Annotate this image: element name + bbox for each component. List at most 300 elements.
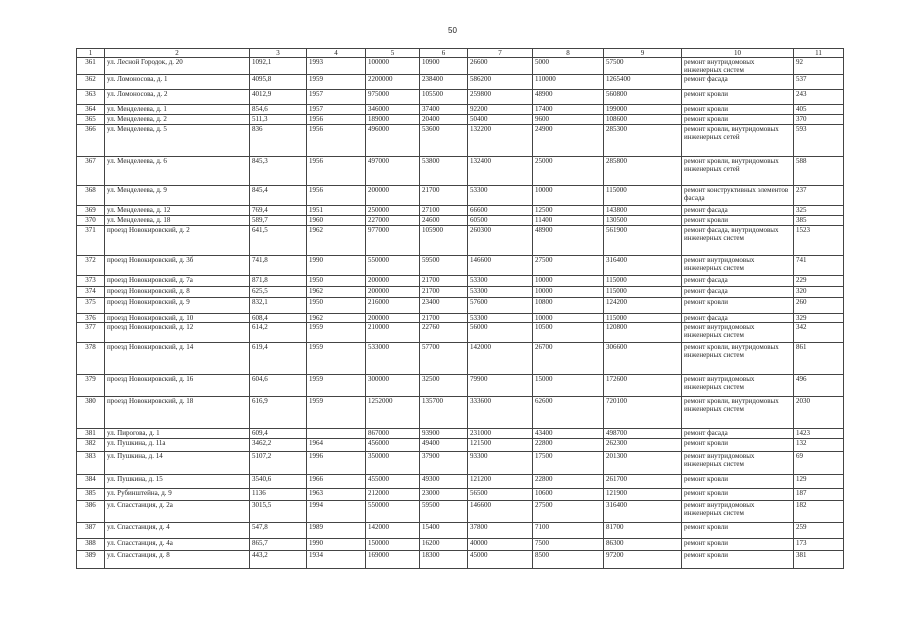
table-cell-col-5: 975000 [366, 90, 420, 105]
table-header-row [77, 49, 844, 58]
table-cell-col-10: ремонт кровли [682, 115, 794, 125]
table-cell-col-9: 115000 [604, 186, 682, 206]
table-cell-col-4: 1964 [307, 439, 366, 452]
table-cell-col-10: ремонт кровли [682, 523, 794, 539]
table-cell-col-3: 511,3 [250, 115, 307, 125]
table-cell-col-2: проезд Новокировский, д. 9 [105, 298, 250, 314]
table-cell-col-10: ремонт кровли, внутридомовых инженерных сетей [682, 125, 794, 157]
table-cell-col-5: 200000 [366, 186, 420, 206]
table-cell-col-11: 69 [794, 452, 844, 475]
table-cell-col-6: 93900 [420, 429, 468, 439]
table-cell-col-2: проезд Новокировский, д. 18 [105, 397, 250, 429]
table-row [77, 58, 844, 75]
table-cell-col-3: 741,8 [250, 256, 307, 276]
table-cell-col-9: 560800 [604, 90, 682, 105]
table-cell-col-2: ул. Менделеева, д. 18 [105, 216, 250, 226]
table-cell-col-5: 150000 [366, 539, 420, 551]
table-cell-col-3: 443,2 [250, 551, 307, 569]
table-cell-col-9: 120800 [604, 323, 682, 343]
table-cell-col-3: 845,4 [250, 186, 307, 206]
table-cell-col-5: 456000 [366, 439, 420, 452]
table-row [77, 397, 844, 429]
table-cell-col-7: 132400 [468, 157, 533, 186]
table-cell-col-2: ул. Менделеева, д. 5 [105, 125, 250, 157]
table-cell-col-5: 496000 [366, 125, 420, 157]
table-cell-col-6: 37400 [420, 105, 468, 115]
table-cell-col-9: 115000 [604, 314, 682, 323]
table-cell-col-3: 547,8 [250, 523, 307, 539]
table-row [77, 256, 844, 276]
table-cell-col-4: 1993 [307, 58, 366, 75]
table-cell-col-5: 350000 [366, 452, 420, 475]
table-cell-col-8: 12500 [533, 206, 604, 216]
table-cell-col-7: 45000 [468, 551, 533, 569]
table-cell-col-10: ремонт кровли, внутридомовых инженерных систем [682, 343, 794, 375]
table-cell-col-4: 1960 [307, 216, 366, 226]
table-cell-col-5: 216000 [366, 298, 420, 314]
table-cell-col-3: 4095,8 [250, 75, 307, 90]
table-cell-col-2: проезд Новокировский, д. 10 [105, 314, 250, 323]
table-cell-col-5: 455000 [366, 475, 420, 489]
table-cell-col-10: ремонт фасада [682, 287, 794, 298]
table-cell-col-3: 609,4 [250, 429, 307, 439]
table-cell-col-7: 146600 [468, 501, 533, 523]
table-cell-col-4: 1956 [307, 157, 366, 186]
table-cell-col-7: 92200 [468, 105, 533, 115]
table-cell-col-5: 100000 [366, 58, 420, 75]
table-cell-col-8: 26700 [533, 343, 604, 375]
table-cell-col-1: 373 [77, 276, 105, 287]
table-cell-col-6: 24600 [420, 216, 468, 226]
table-row [77, 523, 844, 539]
table-cell-col-11: 537 [794, 75, 844, 90]
table-cell-col-2: ул. Менделеева, д. 6 [105, 157, 250, 186]
column-header-2: 2 [105, 49, 250, 58]
table-cell-col-8: 8500 [533, 551, 604, 569]
table-cell-col-8: 9600 [533, 115, 604, 125]
table-row [77, 276, 844, 287]
table-cell-col-7: 79900 [468, 375, 533, 397]
table-cell-col-9: 143800 [604, 206, 682, 216]
table-row [77, 298, 844, 314]
table-cell-col-11: 182 [794, 501, 844, 523]
table-row [77, 105, 844, 115]
table-cell-col-4: 1957 [307, 105, 366, 115]
table-cell-col-9: 130500 [604, 216, 682, 226]
table-cell-col-3: 1136 [250, 489, 307, 501]
table-cell-col-11: 259 [794, 523, 844, 539]
table-cell-col-10: ремонт кровли [682, 105, 794, 115]
table-cell-col-6: 21700 [420, 186, 468, 206]
table-cell-col-8: 110000 [533, 75, 604, 90]
table-cell-col-6: 23000 [420, 489, 468, 501]
table-cell-col-1: 385 [77, 489, 105, 501]
table-cell-col-11: 593 [794, 125, 844, 157]
table-cell-col-8: 5000 [533, 58, 604, 75]
table-cell-col-9: 86300 [604, 539, 682, 551]
table-cell-col-6: 27100 [420, 206, 468, 216]
table-cell-col-10: ремонт кровли [682, 475, 794, 489]
table-cell-col-5: 550000 [366, 256, 420, 276]
table-cell-col-6: 105900 [420, 226, 468, 256]
table-cell-col-9: 1265400 [604, 75, 682, 90]
table-cell-col-5: 550000 [366, 501, 420, 523]
table-row [77, 501, 844, 523]
table-cell-col-2: ул. Ломоносова, д. 1 [105, 75, 250, 90]
table-row [77, 429, 844, 439]
table-cell-col-3: 832,1 [250, 298, 307, 314]
table-row [77, 551, 844, 569]
table-cell-col-4: 1962 [307, 226, 366, 256]
table-cell-col-10: ремонт кровли [682, 439, 794, 452]
table-row [77, 186, 844, 206]
table-cell-col-9: 115000 [604, 287, 682, 298]
table-cell-col-9: 561900 [604, 226, 682, 256]
table-cell-col-2: ул. Пушкина, д. 15 [105, 475, 250, 489]
table-cell-col-7: 586200 [468, 75, 533, 90]
table-cell-col-7: 37800 [468, 523, 533, 539]
table-cell-col-5: 250000 [366, 206, 420, 216]
table-cell-col-3: 641,5 [250, 226, 307, 256]
table-cell-col-5: 867000 [366, 429, 420, 439]
table-cell-col-6: 37900 [420, 452, 468, 475]
table-cell-col-1: 365 [77, 115, 105, 125]
table-cell-col-6: 238400 [420, 75, 468, 90]
table-cell-col-1: 370 [77, 216, 105, 226]
table-cell-col-6: 53600 [420, 125, 468, 157]
table-cell-col-3: 854,6 [250, 105, 307, 115]
table-cell-col-4: 1934 [307, 551, 366, 569]
table-cell-col-7: 53300 [468, 276, 533, 287]
table-row [77, 287, 844, 298]
table-cell-col-4: 1959 [307, 375, 366, 397]
table-cell-col-7: 57600 [468, 298, 533, 314]
table-cell-col-3: 589,7 [250, 216, 307, 226]
table-cell-col-8: 7500 [533, 539, 604, 551]
table-cell-col-5: 2200000 [366, 75, 420, 90]
data-table [76, 48, 844, 569]
table-cell-col-7: 53300 [468, 314, 533, 323]
table-row [77, 90, 844, 105]
table-cell-col-4: 1990 [307, 256, 366, 276]
table-cell-col-10: ремонт внутридомовых инженерных систем [682, 58, 794, 75]
table-cell-col-4: 1956 [307, 125, 366, 157]
table-cell-col-6: 49300 [420, 475, 468, 489]
table-cell-col-7: 56500 [468, 489, 533, 501]
table-cell-col-3: 5107,2 [250, 452, 307, 475]
table-cell-col-7: 66600 [468, 206, 533, 216]
table-cell-col-1: 371 [77, 226, 105, 256]
table-cell-col-1: 361 [77, 58, 105, 75]
table-cell-col-1: 364 [77, 105, 105, 115]
table-cell-col-10: ремонт кровли [682, 551, 794, 569]
table-cell-col-2: проезд Новокировский, д. 7а [105, 276, 250, 287]
table-cell-col-5: 200000 [366, 314, 420, 323]
table-cell-col-11: 741 [794, 256, 844, 276]
table-cell-col-10: ремонт фасада [682, 206, 794, 216]
table-cell-col-6: 49400 [420, 439, 468, 452]
table-cell-col-5: 142000 [366, 523, 420, 539]
table-cell-col-9: 57500 [604, 58, 682, 75]
table-cell-col-8: 10000 [533, 314, 604, 323]
table-cell-col-9: 172600 [604, 375, 682, 397]
table-cell-col-5: 212000 [366, 489, 420, 501]
table-cell-col-1: 382 [77, 439, 105, 452]
table-cell-col-8: 10000 [533, 186, 604, 206]
table-cell-col-1: 368 [77, 186, 105, 206]
table-cell-col-3: 3540,6 [250, 475, 307, 489]
table-cell-col-8: 22800 [533, 439, 604, 452]
table-cell-col-5: 200000 [366, 287, 420, 298]
table-cell-col-11: 1523 [794, 226, 844, 256]
table-cell-col-8: 10800 [533, 298, 604, 314]
table-cell-col-2: ул. Пушкина, д. 11а [105, 439, 250, 452]
table-cell-col-5: 300000 [366, 375, 420, 397]
table-cell-col-11: 132 [794, 439, 844, 452]
table-cell-col-7: 53300 [468, 186, 533, 206]
table-row [77, 226, 844, 256]
table-cell-col-2: ул. Менделеева, д. 9 [105, 186, 250, 206]
table-cell-col-1: 367 [77, 157, 105, 186]
table-cell-col-6: 59500 [420, 256, 468, 276]
table-cell-col-4: 1959 [307, 323, 366, 343]
table-cell-col-4: 1963 [307, 489, 366, 501]
table-cell-col-11: 92 [794, 58, 844, 75]
table-cell-col-10: ремонт кровли, внутридомовых инженерных сетей [682, 157, 794, 186]
table-cell-col-11: 260 [794, 298, 844, 314]
table-cell-col-3: 3015,5 [250, 501, 307, 523]
table-cell-col-3: 769,4 [250, 206, 307, 216]
table-cell-col-11: 861 [794, 343, 844, 375]
table-cell-col-2: проезд Новокировский, д. 2 [105, 226, 250, 256]
column-header-9: 9 [604, 49, 682, 58]
table-cell-col-10: ремонт кровли [682, 539, 794, 551]
table-cell-col-5: 346000 [366, 105, 420, 115]
table-cell-col-7: 53300 [468, 287, 533, 298]
table-cell-col-4: 1959 [307, 75, 366, 90]
table-cell-col-10: ремонт кровли, внутридомовых инженерных систем [682, 397, 794, 429]
table-cell-col-1: 376 [77, 314, 105, 323]
table-cell-col-7: 231000 [468, 429, 533, 439]
table-cell-col-3: 3462,2 [250, 439, 307, 452]
table-cell-col-1: 374 [77, 287, 105, 298]
table-cell-col-5: 169000 [366, 551, 420, 569]
table-cell-col-4: 1957 [307, 90, 366, 105]
table-row [77, 343, 844, 375]
column-header-3: 3 [250, 49, 307, 58]
table-cell-col-10: ремонт кровли [682, 216, 794, 226]
column-header-4: 4 [307, 49, 366, 58]
table-cell-col-8: 48900 [533, 226, 604, 256]
table-cell-col-7: 121200 [468, 475, 533, 489]
table-cell-col-6: 57700 [420, 343, 468, 375]
table-cell-col-2: ул. Спасстанция, д. 4 [105, 523, 250, 539]
table-cell-col-11: 320 [794, 287, 844, 298]
table-cell-col-9: 115000 [604, 276, 682, 287]
column-header-8: 8 [533, 49, 604, 58]
table-cell-col-10: ремонт кровли [682, 298, 794, 314]
column-header-11: 11 [794, 49, 844, 58]
table-cell-col-6: 18300 [420, 551, 468, 569]
table-cell-col-6: 16200 [420, 539, 468, 551]
table-row [77, 75, 844, 90]
table-row [77, 206, 844, 216]
table-cell-col-11: 237 [794, 186, 844, 206]
table-cell-col-5: 497000 [366, 157, 420, 186]
table-cell-col-7: 50400 [468, 115, 533, 125]
table-cell-col-4: 1959 [307, 343, 366, 375]
table-cell-col-2: ул. Менделеева, д. 1 [105, 105, 250, 115]
table-cell-col-2: проезд Новокировский, д. 16 [105, 375, 250, 397]
table-cell-col-9: 498700 [604, 429, 682, 439]
table-cell-col-8: 17500 [533, 452, 604, 475]
table-cell-col-9: 201300 [604, 452, 682, 475]
table-cell-col-3: 619,4 [250, 343, 307, 375]
table-cell-col-11: 229 [794, 276, 844, 287]
table-cell-col-8: 17400 [533, 105, 604, 115]
table-cell-col-7: 259800 [468, 90, 533, 105]
table-cell-col-11: 2030 [794, 397, 844, 429]
table-cell-col-11: 187 [794, 489, 844, 501]
table-cell-col-1: 389 [77, 551, 105, 569]
table-cell-col-9: 316400 [604, 256, 682, 276]
table-cell-col-4: 1959 [307, 397, 366, 429]
table-cell-col-2: ул. Пирогова, д. 1 [105, 429, 250, 439]
table-cell-col-3: 871,8 [250, 276, 307, 287]
table-cell-col-3: 4012,9 [250, 90, 307, 105]
table-row [77, 452, 844, 475]
table-cell-col-8: 22800 [533, 475, 604, 489]
table-cell-col-4 [307, 429, 366, 439]
table-cell-col-2: ул. Менделеева, д. 12 [105, 206, 250, 216]
table-cell-col-11: 329 [794, 314, 844, 323]
table-cell-col-10: ремонт внутридомовых инженерных систем [682, 501, 794, 523]
table-cell-col-6: 53800 [420, 157, 468, 186]
table-cell-col-4: 1994 [307, 501, 366, 523]
table-cell-col-4: 1996 [307, 452, 366, 475]
table-cell-col-1: 375 [77, 298, 105, 314]
table-cell-col-7: 40000 [468, 539, 533, 551]
table-cell-col-7: 60500 [468, 216, 533, 226]
table-cell-col-9: 108600 [604, 115, 682, 125]
table-cell-col-8: 27500 [533, 501, 604, 523]
column-header-5: 5 [366, 49, 420, 58]
table-cell-col-6: 135700 [420, 397, 468, 429]
table-cell-col-4: 1962 [307, 314, 366, 323]
table-cell-col-6: 10900 [420, 58, 468, 75]
table-cell-col-2: ул. Спасстанция, д. 8 [105, 551, 250, 569]
table-cell-col-3: 616,9 [250, 397, 307, 429]
table-cell-col-1: 380 [77, 397, 105, 429]
table-cell-col-1: 387 [77, 523, 105, 539]
table-cell-col-2: проезд Новокировский, д. 14 [105, 343, 250, 375]
table-row [77, 216, 844, 226]
table-cell-col-9: 261700 [604, 475, 682, 489]
table-row [77, 489, 844, 501]
table-cell-col-1: 363 [77, 90, 105, 105]
table-cell-col-4: 1956 [307, 115, 366, 125]
table-cell-col-10: ремонт фасада, внутридомовых инженерных систем [682, 226, 794, 256]
table-cell-col-3: 865,7 [250, 539, 307, 551]
table-cell-col-8: 10000 [533, 287, 604, 298]
table-cell-col-10: ремонт фасада [682, 75, 794, 90]
table-cell-col-9: 720100 [604, 397, 682, 429]
table-cell-col-7: 333600 [468, 397, 533, 429]
table-cell-col-10: ремонт внутридомовых инженерных систем [682, 452, 794, 475]
table-cell-col-8: 10600 [533, 489, 604, 501]
table-body [77, 58, 844, 569]
table-cell-col-10: ремонт фасада [682, 314, 794, 323]
table-row [77, 314, 844, 323]
table-cell-col-2: ул. Рубинштейна, д. 9 [105, 489, 250, 501]
table-cell-col-8: 48900 [533, 90, 604, 105]
table-cell-col-3: 1092,1 [250, 58, 307, 75]
table-cell-col-11: 1423 [794, 429, 844, 439]
table-cell-col-8: 62600 [533, 397, 604, 429]
table-cell-col-11: 129 [794, 475, 844, 489]
table-cell-col-11: 243 [794, 90, 844, 105]
table-cell-col-11: 342 [794, 323, 844, 343]
table-cell-col-5: 977000 [366, 226, 420, 256]
table-cell-col-1: 383 [77, 452, 105, 475]
table-cell-col-4: 1989 [307, 523, 366, 539]
table-cell-col-10: ремонт фасада [682, 429, 794, 439]
table-cell-col-2: ул. Лесной Городок, д. 20 [105, 58, 250, 75]
table-cell-col-1: 366 [77, 125, 105, 157]
table-cell-col-4: 1950 [307, 298, 366, 314]
table-cell-col-11: 405 [794, 105, 844, 115]
table-cell-col-6: 23400 [420, 298, 468, 314]
table-cell-col-11: 385 [794, 216, 844, 226]
table-cell-col-1: 386 [77, 501, 105, 523]
table-cell-col-5: 533000 [366, 343, 420, 375]
table-cell-col-8: 11400 [533, 216, 604, 226]
table-row [77, 375, 844, 397]
table-cell-col-11: 370 [794, 115, 844, 125]
table-cell-col-4: 1962 [307, 287, 366, 298]
table-cell-col-8: 15000 [533, 375, 604, 397]
table-cell-col-9: 81700 [604, 523, 682, 539]
table-cell-col-1: 369 [77, 206, 105, 216]
table-cell-col-1: 372 [77, 256, 105, 276]
table-cell-col-5: 210000 [366, 323, 420, 343]
table-row [77, 439, 844, 452]
column-header-6: 6 [420, 49, 468, 58]
table-cell-col-2: ул. Ломоносова, д. 2 [105, 90, 250, 105]
table-cell-col-3: 604,6 [250, 375, 307, 397]
table-cell-col-9: 316400 [604, 501, 682, 523]
table-cell-col-10: ремонт внутридомовых инженерных систем [682, 256, 794, 276]
table-cell-col-11: 173 [794, 539, 844, 551]
table-cell-col-6: 105500 [420, 90, 468, 105]
table-cell-col-8: 25000 [533, 157, 604, 186]
table-row [77, 125, 844, 157]
table-cell-col-9: 285300 [604, 125, 682, 157]
table-cell-col-6: 21700 [420, 276, 468, 287]
table-cell-col-1: 388 [77, 539, 105, 551]
table-cell-col-7: 132200 [468, 125, 533, 157]
table-cell-col-10: ремонт конструктивных элементов фасада [682, 186, 794, 206]
table-cell-col-4: 1950 [307, 276, 366, 287]
table-cell-col-7: 26600 [468, 58, 533, 75]
table-cell-col-7: 146600 [468, 256, 533, 276]
table-cell-col-1: 378 [77, 343, 105, 375]
table-cell-col-8: 10000 [533, 276, 604, 287]
table-cell-col-11: 496 [794, 375, 844, 397]
table-cell-col-2: проезд Новокировский, д. 3б [105, 256, 250, 276]
table-cell-col-5: 1252000 [366, 397, 420, 429]
table-row [77, 323, 844, 343]
